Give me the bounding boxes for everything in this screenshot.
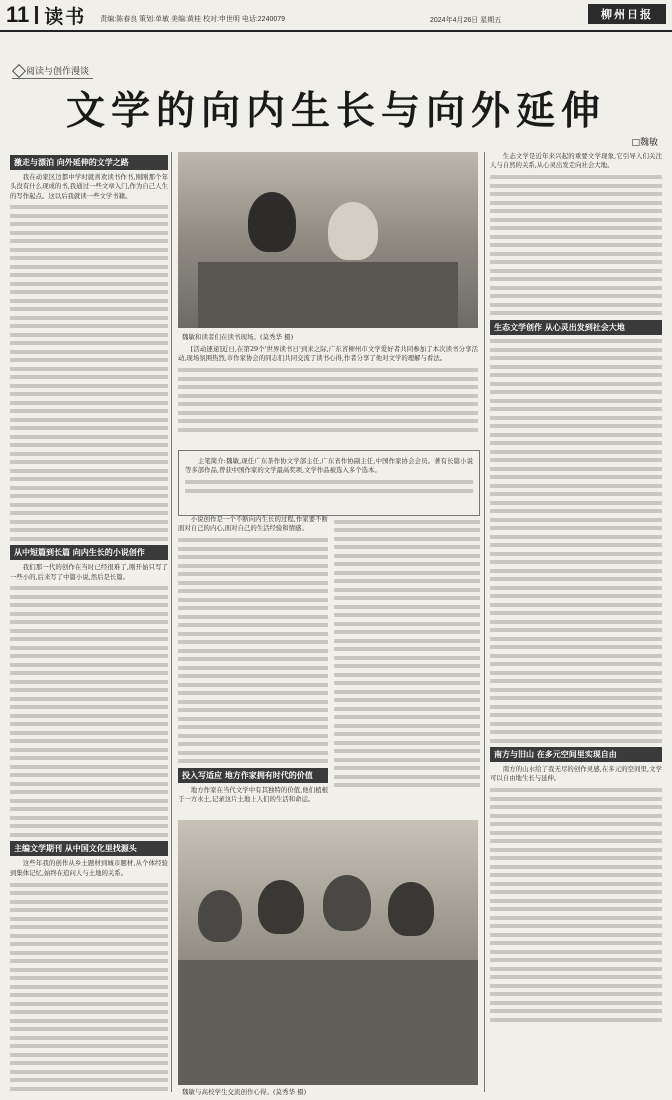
paragraph-1: 我在动家区边都中学时就喜欢读书作书,刚刚那个年头没有什么现成的书,我通过一些文章入门,作为自己人生的写作起点。这以后我就读一些文学书籍。 xyxy=(10,173,168,200)
students-photo xyxy=(178,820,478,1085)
header-divider xyxy=(35,6,38,24)
issue-date: 2024年4月26日 星期五 xyxy=(430,17,502,24)
column-rule xyxy=(171,152,172,1092)
column-rule-2 xyxy=(484,152,485,1092)
masthead-logo: 柳州日报 xyxy=(588,4,666,24)
page-section-name: 读书 xyxy=(44,5,87,28)
column-3 xyxy=(334,515,480,815)
article-headline: 文学的向内生长与向外延伸 xyxy=(65,88,606,134)
paragraph-2: 我们那一代的创作在当时已经很难了,刚开始只写了一些小的,后来写了中篇小说,然后是长篇。 xyxy=(10,563,168,581)
section-heading-4: 投入写适应 地方作家拥有时代的价值 xyxy=(178,768,328,783)
section-heading-3: 主编文学期刊 从中国文化里找源头 xyxy=(10,841,168,856)
section-heading-6: 南方与旧山 在多元空间里实现自由 xyxy=(490,747,662,762)
bio-text: 主笔简介:魏敏,现任广东茶作协文学部主任,广东省作协副主任,中国作家协会会员。著有长篇小说等多部作品,曾获中国作家的文学最高奖项,文学作品被选入多个选本。 xyxy=(185,457,473,475)
author-bio-box xyxy=(178,450,480,516)
section-heading-5: 生态文学创作 从心灵出发到社会大地 xyxy=(490,320,662,335)
author-byline: □魏敏 xyxy=(631,138,658,148)
editors-line: 责编:陈春良 策划:单敏 美编:黄桂 校对:申世明 电话:2240079 xyxy=(100,16,286,23)
photo-caption-2: 魏敏与高校学生交流创作心得。(莫秀华 摄) xyxy=(182,1088,307,1096)
paragraph-5: 地方作家在当代文学中有其独特的价值,他们植根于一方水土,记录这片土地上人们的生活和命运。 xyxy=(178,785,328,803)
paragraph-7: 南方的山水给了我无尽的创作灵感,在多元的空间里,文学可以自由地生长与延伸。 xyxy=(490,765,662,783)
column-2 xyxy=(178,515,328,815)
paragraph-4: 小说创作是一个不断向内生长的过程,作家要不断面对自己的内心,面对自己的生活经验和情感。 xyxy=(178,515,328,533)
column-tag: 阅读与创作漫谈 xyxy=(12,64,93,79)
photo-caption-1: 魏敏和读者们在读书现场。(莫秀华 摄) xyxy=(182,333,294,341)
column-1 xyxy=(10,152,168,1092)
event-photo xyxy=(178,152,478,328)
section-heading-1: 激走与漂泊 向外延伸的文学之路 xyxy=(10,155,168,170)
event-notice xyxy=(178,345,478,445)
column-4 xyxy=(490,152,662,1092)
event-note-text: [活动速递]近日,在第29个'世界读书日'到来之际,广东省柳州市文学爱好者共同参加了本次读书分享活动,现场氛围热烈,市作家协会的同志们共同交流了读书心得,作者分享了他对文学的理解与看法。 xyxy=(178,345,478,363)
section-heading-2: 从中短篇到长篇 向内生长的小说创作 xyxy=(10,545,168,560)
page-number: 11 xyxy=(6,2,30,27)
paragraph-6: 生态文学是近年来兴起的重要文学现象,它引导人们关注人与自然的关系,从心灵出发走向社会大地。 xyxy=(490,152,662,170)
page-header xyxy=(0,0,672,32)
paragraph-3: 这些年我的创作从乡土题材到城市题材,从个体经验到集体记忆,始终在追问人与土地的关系。 xyxy=(10,859,168,877)
